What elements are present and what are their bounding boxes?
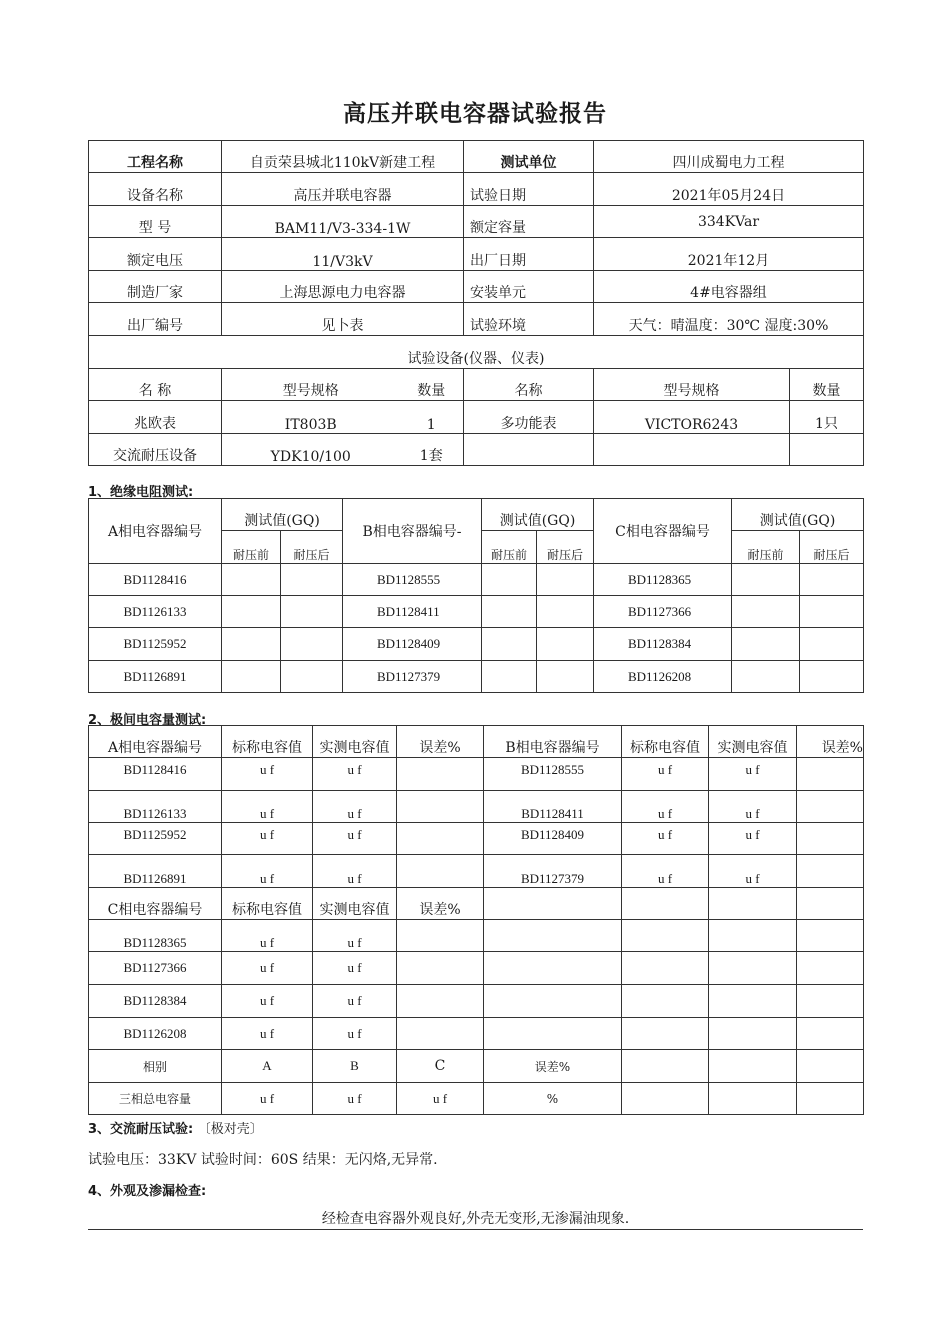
voltage-value: 11/V3kV bbox=[222, 238, 464, 271]
device-value: 高压并联电容器 bbox=[222, 173, 464, 206]
ins-a-measure: 测试值(GQ) bbox=[222, 499, 343, 531]
section3-note: 〔极对壳〕 bbox=[197, 1122, 263, 1137]
eq-model2: VICTOR6243 bbox=[594, 401, 790, 434]
cap-c-id: BD1128384 bbox=[89, 985, 222, 1018]
total-percent: % bbox=[484, 1083, 622, 1115]
eq-qty: 1 bbox=[400, 401, 464, 434]
cap-unit: u f bbox=[709, 823, 797, 855]
eq-col-qty: 数量 bbox=[400, 369, 464, 401]
eq-col-model: 型号规格 bbox=[222, 369, 400, 401]
eq-name: 交流耐压设备 bbox=[89, 434, 222, 466]
section4-heading: 4、外观及渗漏检查: bbox=[88, 1184, 207, 1199]
table-row bbox=[89, 628, 864, 661]
cap-unit: u f bbox=[313, 758, 397, 791]
equipment-table bbox=[88, 335, 864, 466]
table-row bbox=[89, 1018, 864, 1050]
eq-col-qty2: 数量 bbox=[790, 369, 864, 401]
cap-unit: u f bbox=[313, 791, 397, 823]
table-row bbox=[89, 920, 864, 952]
cap-unit: u f bbox=[222, 855, 313, 888]
table-row bbox=[89, 564, 864, 596]
capacity-value: 334KVar bbox=[594, 206, 864, 238]
cap-c-id: BD1126208 bbox=[89, 1018, 222, 1050]
ins-b-measure: 测试值(GQ) bbox=[482, 499, 594, 531]
cap-unit: u f bbox=[222, 823, 313, 855]
ins-b-id: BD1127379 bbox=[343, 661, 482, 693]
cap-a-nominal: 标称电容值 bbox=[222, 726, 313, 758]
cap-c-error: 误差% bbox=[397, 888, 484, 920]
cap-unit: u f bbox=[622, 823, 709, 855]
page-title: 高压并联电容器试验报告 bbox=[343, 101, 607, 127]
eq-model2 bbox=[594, 434, 790, 466]
cap-unit: u f bbox=[313, 952, 397, 985]
cap-unit: u f bbox=[222, 1018, 313, 1050]
cap-unit: u f bbox=[313, 1018, 397, 1050]
cap-unit: u f bbox=[622, 791, 709, 823]
phase-c: C bbox=[397, 1050, 484, 1083]
ins-a-id: BD1126891 bbox=[89, 661, 222, 693]
cap-a-header: A相电容器编号 bbox=[89, 726, 222, 758]
phase-error: 误差% bbox=[484, 1050, 622, 1083]
ins-c-after: 耐压后 bbox=[800, 531, 864, 564]
section4-conclusion: 经检查电容器外观良好,外壳无变形,无渗漏油现象. bbox=[88, 1208, 863, 1230]
ins-c-measure: 测试值(GQ) bbox=[732, 499, 864, 531]
ins-a-after: 耐压后 bbox=[281, 531, 343, 564]
device-label: 设备名称 bbox=[89, 173, 222, 206]
install-value: 4#电容器组 bbox=[594, 271, 864, 303]
ins-c-header: C相电容器编号 bbox=[594, 499, 732, 564]
maker-label: 制造厂家 bbox=[89, 271, 222, 303]
cap-unit: u f bbox=[313, 985, 397, 1018]
total-label: 三相总电容量 bbox=[89, 1083, 222, 1115]
cap-unit: u f bbox=[222, 791, 313, 823]
cap-c-id: BD1128365 bbox=[89, 920, 222, 952]
table-row bbox=[89, 791, 864, 823]
cap-b-header: B相电容器编号 bbox=[484, 726, 622, 758]
cap-unit: u f bbox=[313, 920, 397, 952]
cap-unit: u f bbox=[709, 791, 797, 823]
test-unit-label: 测试单位 bbox=[464, 141, 594, 173]
cap-unit: u f bbox=[222, 920, 313, 952]
cap-a-measured: 实测电容值 bbox=[313, 726, 397, 758]
table-row bbox=[89, 596, 864, 628]
section3-heading bbox=[88, 1118, 263, 1137]
cap-unit: u f bbox=[313, 855, 397, 888]
cap-unit: u f bbox=[622, 855, 709, 888]
cap-a-id: BD1128416 bbox=[89, 758, 222, 791]
total-unit-b: u f bbox=[313, 1083, 397, 1115]
section1-heading: 1、绝缘电阻测试: bbox=[88, 485, 194, 500]
table-row bbox=[89, 823, 864, 855]
voltage-label: 额定电压 bbox=[89, 238, 222, 271]
maker-value: 上海思源电力电容器 bbox=[222, 271, 464, 303]
cap-unit: u f bbox=[709, 855, 797, 888]
eq-model: YDK10/100 bbox=[222, 434, 400, 466]
eq-model: IT803B bbox=[222, 401, 400, 434]
cap-c-id: BD1127366 bbox=[89, 952, 222, 985]
install-label: 安装单元 bbox=[464, 271, 594, 303]
table-row bbox=[89, 661, 864, 693]
phase-b: B bbox=[313, 1050, 397, 1083]
cap-c-header: C相电容器编号 bbox=[89, 888, 222, 920]
total-unit-c: u f bbox=[397, 1083, 484, 1115]
ins-a-id: BD1125952 bbox=[89, 628, 222, 661]
cap-b-id: BD1128555 bbox=[484, 758, 622, 791]
ins-c-id: BD1127366 bbox=[594, 596, 732, 628]
env-label: 试验环境 bbox=[464, 303, 594, 336]
section3-line: 试验电压：33KV 试验时间：60S 结果：无闪烙,无异常. bbox=[88, 1152, 438, 1168]
ins-c-before: 耐压前 bbox=[732, 531, 800, 564]
ins-c-id: BD1128384 bbox=[594, 628, 732, 661]
cap-unit: u f bbox=[709, 758, 797, 791]
ins-b-id: BD1128555 bbox=[343, 564, 482, 596]
serial-value: 见卜表 bbox=[222, 303, 464, 336]
mfg-date-value: 2021年12月 bbox=[594, 238, 864, 271]
mfg-date-label: 出厂日期 bbox=[464, 238, 594, 271]
eq-col-name: 名 称 bbox=[89, 369, 222, 401]
cap-b-id: BD1128409 bbox=[484, 823, 622, 855]
ins-b-id: BD1128409 bbox=[343, 628, 482, 661]
ins-b-before: 耐压前 bbox=[482, 531, 537, 564]
ins-a-id: BD1128416 bbox=[89, 564, 222, 596]
eq-name: 兆欧表 bbox=[89, 401, 222, 434]
test-unit-value: 四川成蜀电力工程 bbox=[594, 141, 864, 173]
eq-qty: 1套 bbox=[400, 434, 464, 466]
capacity-label: 额定容量 bbox=[464, 206, 594, 238]
table-row bbox=[89, 758, 864, 791]
cap-b-nominal: 标称电容值 bbox=[622, 726, 709, 758]
cap-c-nominal: 标称电容值 bbox=[222, 888, 313, 920]
model-label: 型 号 bbox=[89, 206, 222, 238]
eq-col-model2: 型号规格 bbox=[594, 369, 790, 401]
cap-unit: u f bbox=[313, 823, 397, 855]
cap-a-id: BD1125952 bbox=[89, 823, 222, 855]
eq-name2: 多功能表 bbox=[464, 401, 594, 434]
cap-a-id: BD1126891 bbox=[89, 855, 222, 888]
ins-a-before: 耐压前 bbox=[222, 531, 281, 564]
cap-b-measured: 实测电容值 bbox=[709, 726, 797, 758]
project-label: 工程名称 bbox=[89, 141, 222, 173]
ins-a-id: BD1126133 bbox=[89, 596, 222, 628]
table-row bbox=[89, 401, 864, 434]
cap-b-id: BD1127379 bbox=[484, 855, 622, 888]
section3-title: 3、交流耐压试验: bbox=[88, 1122, 194, 1137]
cap-b-id: BD1128411 bbox=[484, 791, 622, 823]
env-value: 天气：晴温度：30℃ 湿度:30% bbox=[594, 303, 864, 336]
ins-b-header: B相电容器编号- bbox=[343, 499, 482, 564]
test-date-value: 2021年05月24日 bbox=[594, 173, 864, 206]
ins-c-id: BD1128365 bbox=[594, 564, 732, 596]
equipment-heading: 试验设备(仪器、仪表) bbox=[89, 336, 864, 369]
ins-a-header: A相电容器编号 bbox=[89, 499, 222, 564]
cap-b-error: 误差% bbox=[797, 726, 864, 758]
phase-a: A bbox=[222, 1050, 313, 1083]
cap-c-measured: 实测电容值 bbox=[313, 888, 397, 920]
eq-qty2 bbox=[790, 434, 864, 466]
eq-qty2: 1只 bbox=[790, 401, 864, 434]
section2-heading: 2、极间电容量测试: bbox=[88, 713, 207, 728]
ins-b-after: 耐压后 bbox=[537, 531, 594, 564]
eq-name2 bbox=[464, 434, 594, 466]
table-row bbox=[89, 434, 864, 466]
project-value: 自贡荣县城北110kV新建工程 bbox=[222, 141, 464, 173]
ins-b-id: BD1128411 bbox=[343, 596, 482, 628]
info-table bbox=[88, 140, 864, 336]
table-row bbox=[89, 985, 864, 1018]
serial-label: 出厂编号 bbox=[89, 303, 222, 336]
cap-unit: u f bbox=[222, 985, 313, 1018]
eq-col-name2: 名称 bbox=[464, 369, 594, 401]
cap-unit: u f bbox=[622, 758, 709, 791]
insulation-table bbox=[88, 498, 864, 693]
cap-unit: u f bbox=[222, 758, 313, 791]
phase-label: 相别 bbox=[89, 1050, 222, 1083]
cap-a-id: BD1126133 bbox=[89, 791, 222, 823]
capacitance-table bbox=[88, 725, 864, 1115]
model-value: BAM11/V3-334-1W bbox=[222, 206, 464, 238]
ins-c-id: BD1126208 bbox=[594, 661, 732, 693]
table-row bbox=[89, 855, 864, 888]
cap-unit: u f bbox=[222, 952, 313, 985]
test-date-label: 试验日期 bbox=[464, 173, 594, 206]
cap-a-error: 误差% bbox=[397, 726, 484, 758]
table-row bbox=[89, 952, 864, 985]
total-unit-a: u f bbox=[222, 1083, 313, 1115]
